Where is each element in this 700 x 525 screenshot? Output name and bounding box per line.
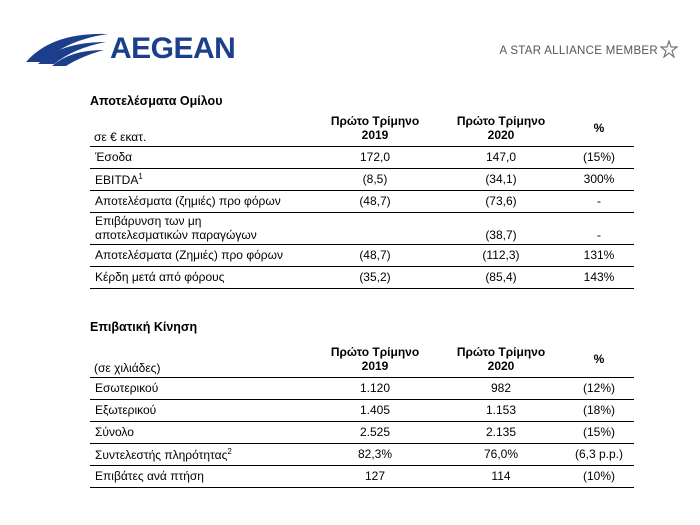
- value-2020: (85,4): [485, 270, 517, 284]
- value-2020: 147,0: [485, 150, 517, 164]
- value-2020: 2.135: [485, 425, 517, 439]
- value-pct: -: [597, 227, 601, 242]
- value-2019: (35,2): [359, 270, 391, 284]
- column-header-pct: %: [593, 120, 605, 135]
- aegean-logo: [22, 26, 262, 74]
- star-alliance-text: A STAR ALLIANCE MEMBER: [499, 45, 658, 57]
- logo-wordmark: AEGEAN: [110, 32, 236, 65]
- value-2020: (34,1): [485, 172, 517, 186]
- footnote-marker: 1: [138, 171, 143, 181]
- row-label: Επιβάτες ανά πτήση: [95, 469, 204, 483]
- value-2019: 2.525: [359, 425, 391, 439]
- value-pct: 143%: [583, 270, 615, 284]
- value-2020: 982: [490, 381, 512, 395]
- value-pct: 300%: [583, 172, 615, 186]
- table-row: [90, 266, 634, 288]
- row-label: Επιβάρυνση των μη αποτελεσματικών παραγώγων: [95, 214, 257, 242]
- value-2020: (38,7): [485, 227, 517, 242]
- passenger-traffic-title: Επιβατική Κίνηση: [90, 320, 198, 334]
- value-pct: (12%): [582, 381, 615, 395]
- value-2020: (73,6): [485, 194, 517, 208]
- column-header-2019: Πρώτο Τρίμηνο 2019: [330, 344, 420, 373]
- value-2019: (48,7): [359, 194, 391, 208]
- table-row: [90, 443, 634, 465]
- value-2020: 76,0%: [483, 447, 519, 461]
- table-row: [90, 168, 634, 190]
- value-2019: 1.120: [359, 381, 391, 395]
- value-pct: (15%): [582, 150, 615, 164]
- table-row: [90, 399, 634, 421]
- value-pct: (6,3 p.p.): [574, 447, 624, 461]
- value-2020: 1.153: [485, 403, 517, 417]
- unit-label: (σε χιλιάδες): [94, 360, 161, 375]
- value-pct: (18%): [582, 403, 615, 417]
- value-2019: 1.405: [359, 403, 391, 417]
- page-header: [0, 0, 700, 80]
- column-header-2020: Πρώτο Τρίμηνο 2020: [456, 113, 546, 142]
- table-row: [90, 146, 634, 168]
- row-label: Κέρδη μετά από φόρους: [95, 270, 225, 284]
- table-row: [90, 190, 634, 212]
- group-results-title: Αποτελέσματα Ομίλου: [90, 94, 223, 108]
- row-label: Εσωτερικού: [95, 381, 159, 395]
- value-2019: (8,5): [362, 172, 388, 186]
- aegean-wing-icon: [22, 26, 112, 70]
- footnote-marker: 2: [227, 446, 232, 456]
- value-2019: (48,7): [359, 248, 391, 262]
- column-header-pct: %: [593, 351, 605, 366]
- row-label: Έσοδα: [95, 150, 133, 164]
- value-pct: -: [597, 194, 601, 208]
- row-label: Εξωτερικού: [95, 403, 157, 417]
- value-2020: 114: [491, 469, 511, 483]
- value-2020: (112,3): [482, 248, 520, 262]
- group-results-table: [90, 110, 634, 289]
- star-alliance-icon: [660, 40, 678, 58]
- table-row: [90, 465, 634, 487]
- value-2019: [312, 212, 438, 244]
- table-row: [90, 421, 634, 443]
- value-pct: 131%: [583, 248, 615, 262]
- table-header-row: [90, 110, 634, 146]
- value-2019: 82,3%: [357, 447, 393, 461]
- row-label: EBITDA$^1$: [95, 171, 143, 187]
- passenger-traffic-table: [90, 341, 634, 488]
- unit-label: σε € εκατ.: [94, 129, 147, 144]
- row-label: Αποτελέσματα (ζημιές) προ φόρων: [95, 194, 281, 208]
- column-header-2019: Πρώτο Τρίμηνο 2019: [330, 113, 420, 142]
- row-label: Αποτελέσματα (Ζημιές) προ φόρων: [95, 248, 283, 262]
- value-2019: 172,0: [359, 150, 391, 164]
- row-label: Σύνολο: [95, 425, 134, 439]
- row-label: Συντελεστής πληρότητας$^2$: [95, 446, 232, 462]
- column-header-2020: Πρώτο Τρίμηνο 2020: [456, 344, 546, 373]
- value-pct: (15%): [582, 425, 615, 439]
- table-row: [90, 377, 634, 399]
- value-2019: 127: [364, 469, 386, 483]
- table-header-row: [90, 341, 634, 377]
- table-row: [90, 212, 634, 244]
- value-pct: (10%): [582, 469, 615, 483]
- table-row: [90, 244, 634, 266]
